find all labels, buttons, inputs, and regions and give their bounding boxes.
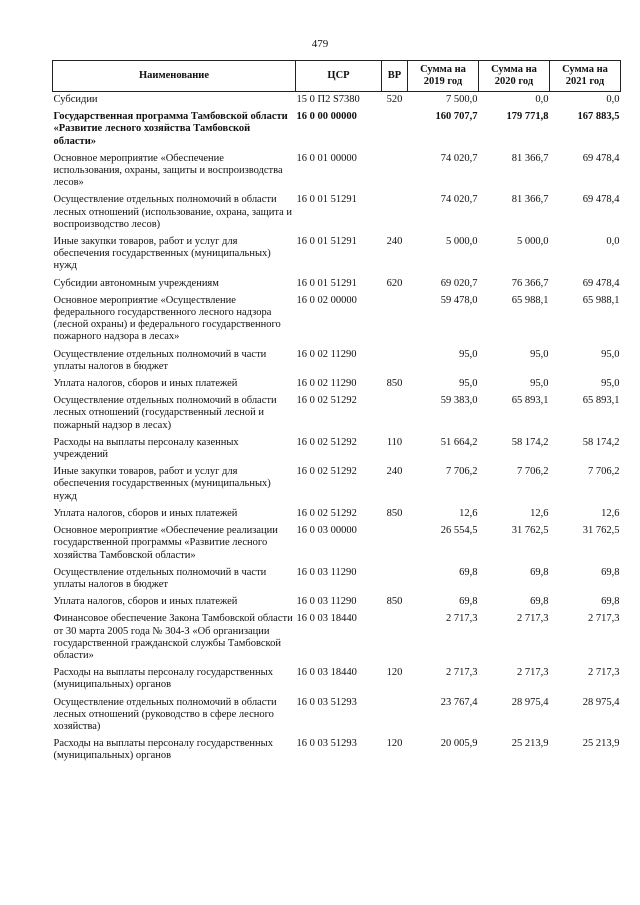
cell-2019: 51 664,2 bbox=[440, 436, 478, 448]
cell-2020: 0,0 bbox=[535, 94, 549, 105]
table-row bbox=[53, 736, 621, 765]
cell-name: Осуществление отдельных полномочий в области лесных отношений (руководство в сфере лесного хозяйства) bbox=[53, 696, 277, 732]
cell-2019: 59 478,0 bbox=[440, 294, 478, 306]
budget-table bbox=[52, 60, 621, 766]
cell-2020: 81 366,7 bbox=[511, 194, 549, 206]
cell-name: Субсидии bbox=[53, 94, 98, 105]
cell-2019: 7 706,2 bbox=[446, 466, 478, 478]
cell-csr: 16 0 03 00000 bbox=[296, 525, 357, 537]
cell-2021: 2 717,3 bbox=[588, 667, 620, 679]
cell-2021: 31 762,5 bbox=[582, 525, 620, 537]
cell-2019: 74 020,7 bbox=[440, 152, 478, 164]
table-header-row bbox=[53, 61, 621, 92]
cell-vr: 850 bbox=[386, 378, 403, 390]
cell-name: Государственная программа Тамбовской области «Развитие лесного хозяйства Тамбовской области» bbox=[53, 111, 288, 147]
cell-csr: 16 0 00 00000 bbox=[296, 111, 357, 123]
cell-2019: 95,0 bbox=[459, 348, 478, 360]
table-row bbox=[53, 192, 621, 234]
cell-2020: 7 706,2 bbox=[517, 466, 549, 478]
cell-name: Уплата налогов, сборов и иных платежей bbox=[53, 507, 238, 519]
cell-2020: 69,8 bbox=[530, 566, 549, 578]
table-row bbox=[53, 594, 621, 611]
cell-2020: 69,8 bbox=[530, 596, 549, 608]
cell-2019: 23 767,4 bbox=[440, 696, 478, 708]
cell-2020: 65 988,1 bbox=[511, 294, 549, 306]
cell-2020: 25 213,9 bbox=[511, 738, 549, 750]
table-row bbox=[53, 293, 621, 347]
cell-name: Субсидии автономным учреждениям bbox=[53, 277, 219, 289]
table-row bbox=[53, 464, 621, 506]
cell-name: Осуществление отдельных полномочий в части уплаты налогов в бюджет bbox=[53, 348, 267, 372]
cell-csr: 16 0 03 11290 bbox=[296, 566, 357, 578]
table-body bbox=[53, 92, 621, 766]
table-row bbox=[53, 151, 621, 193]
cell-2021: 65 893,1 bbox=[582, 395, 620, 407]
cell-vr bbox=[382, 192, 408, 234]
cell-vr bbox=[382, 347, 408, 376]
table-row bbox=[53, 234, 621, 276]
cell-2021: 69,8 bbox=[601, 566, 620, 578]
table-row bbox=[53, 376, 621, 393]
cell-2020: 31 762,5 bbox=[511, 525, 549, 537]
cell-csr: 16 0 01 51291 bbox=[296, 236, 357, 248]
cell-2019: 20 005,9 bbox=[440, 738, 478, 750]
cell-vr bbox=[382, 293, 408, 347]
cell-2021: 167 883,5 bbox=[577, 111, 620, 123]
cell-2021: 69 478,4 bbox=[582, 277, 620, 289]
header-vr: ВР bbox=[382, 61, 408, 92]
cell-vr: 850 bbox=[386, 507, 403, 519]
cell-2019: 69,8 bbox=[459, 566, 478, 578]
cell-vr bbox=[382, 523, 408, 565]
cell-vr: 240 bbox=[386, 466, 403, 478]
cell-2019: 26 554,5 bbox=[440, 525, 478, 537]
cell-2019: 7 500,0 bbox=[446, 94, 478, 105]
cell-csr: 16 0 02 51292 bbox=[296, 466, 357, 478]
cell-csr: 16 0 02 00000 bbox=[296, 294, 357, 306]
cell-2021: 69 478,4 bbox=[582, 152, 620, 164]
cell-vr: 620 bbox=[386, 277, 403, 289]
cell-2019: 5 000,0 bbox=[446, 236, 478, 248]
cell-name: Осуществление отдельных полномочий в области лесных отношений (использование, охрана, защита и воспроизводство лесов) bbox=[53, 194, 292, 230]
cell-2020: 2 717,3 bbox=[517, 667, 549, 679]
cell-name: Осуществление отдельных полномочий в части уплаты налогов в бюджет bbox=[53, 566, 267, 590]
cell-name: Расходы на выплаты персоналу казенных учреждений bbox=[53, 436, 239, 461]
cell-2021: 95,0 bbox=[601, 348, 620, 360]
cell-csr: 16 0 03 18440 bbox=[296, 613, 357, 625]
cell-2020: 76 366,7 bbox=[511, 277, 549, 289]
cell-name: Расходы на выплаты персоналу государственных (муниципальных) органов bbox=[53, 738, 273, 762]
cell-2020: 65 893,1 bbox=[511, 395, 549, 407]
cell-name: Расходы на выплаты персоналу государственных (муниципальных) органов bbox=[53, 667, 273, 691]
cell-csr: 16 0 02 51292 bbox=[296, 507, 357, 519]
cell-vr: 120 bbox=[386, 738, 403, 750]
cell-csr: 16 0 01 00000 bbox=[296, 152, 357, 164]
cell-2019: 2 717,3 bbox=[446, 667, 478, 679]
header-2020: Сумма на 2020 год bbox=[479, 61, 550, 92]
cell-name: Осуществление отдельных полномочий в области лесных отношений (государственный лесной и пожарный надзор в лесах) bbox=[53, 395, 277, 431]
cell-name: Уплата налогов, сборов и иных платежей bbox=[53, 378, 238, 390]
cell-vr: 520 bbox=[386, 94, 403, 105]
cell-2020: 81 366,7 bbox=[511, 152, 549, 164]
cell-2021: 69,8 bbox=[601, 596, 620, 608]
cell-2021: 25 213,9 bbox=[582, 738, 620, 750]
cell-2020: 95,0 bbox=[530, 378, 549, 390]
cell-vr: 110 bbox=[386, 436, 403, 448]
cell-2021: 69 478,4 bbox=[582, 194, 620, 206]
table-row bbox=[53, 435, 621, 464]
cell-vr bbox=[382, 109, 408, 151]
cell-2020: 179 771,8 bbox=[506, 111, 549, 123]
table-row bbox=[53, 92, 621, 110]
cell-vr bbox=[382, 695, 408, 737]
table-row bbox=[53, 565, 621, 594]
cell-2020: 58 174,2 bbox=[511, 436, 549, 448]
cell-name: Финансовое обеспечение Закона Тамбовской области от 30 марта 2005 года № 304-З «Об организации государственной гражданской службы Тамбовской области» bbox=[53, 613, 293, 661]
table-row bbox=[53, 695, 621, 737]
cell-csr: 16 0 02 11290 bbox=[296, 378, 357, 390]
cell-name: Основное мероприятие «Осуществление федерального государственного лесного надзора (лесной охраны) и федерального государственного пожарного надзора в лесах» bbox=[53, 294, 281, 343]
cell-vr: 240 bbox=[386, 236, 403, 248]
cell-2019: 74 020,7 bbox=[440, 194, 478, 206]
cell-2020: 12,6 bbox=[530, 507, 549, 519]
cell-csr: 16 0 02 51292 bbox=[296, 436, 357, 448]
cell-2019: 59 383,0 bbox=[440, 395, 478, 407]
header-csr: ЦСР bbox=[296, 61, 382, 92]
cell-csr: 15 0 П2 S7380 bbox=[296, 94, 360, 105]
cell-2019: 160 707,7 bbox=[435, 111, 478, 123]
cell-name: Основное мероприятие «Обеспечение использования, охраны, защиты и воспроизводства лесов» bbox=[53, 152, 283, 189]
cell-2019: 2 717,3 bbox=[446, 613, 478, 625]
cell-vr: 850 bbox=[386, 596, 403, 608]
cell-csr: 16 0 03 51293 bbox=[296, 696, 357, 708]
cell-csr: 16 0 02 11290 bbox=[296, 348, 357, 360]
cell-csr: 16 0 02 51292 bbox=[296, 395, 357, 407]
cell-2021: 95,0 bbox=[601, 378, 620, 390]
cell-csr: 16 0 01 51291 bbox=[296, 277, 357, 289]
table-row bbox=[53, 347, 621, 376]
table-row bbox=[53, 276, 621, 293]
cell-vr bbox=[382, 393, 408, 435]
cell-2021: 0,0 bbox=[606, 236, 620, 248]
cell-csr: 16 0 03 51293 bbox=[296, 738, 357, 750]
cell-name: Основное мероприятие «Обеспечение реализации государственной программы «Развитие лесного хозяйства Тамбовской области» bbox=[53, 525, 278, 561]
cell-2021: 28 975,4 bbox=[582, 696, 620, 708]
cell-2020: 2 717,3 bbox=[517, 613, 549, 625]
cell-2021: 2 717,3 bbox=[588, 613, 620, 625]
cell-csr: 16 0 01 51291 bbox=[296, 194, 357, 206]
table-row bbox=[53, 393, 621, 435]
cell-2020: 5 000,0 bbox=[517, 236, 549, 248]
table-row bbox=[53, 109, 621, 151]
cell-2021: 7 706,2 bbox=[588, 466, 620, 478]
cell-2020: 28 975,4 bbox=[511, 696, 549, 708]
cell-vr: 120 bbox=[386, 667, 403, 679]
cell-vr bbox=[382, 611, 408, 665]
cell-2019: 12,6 bbox=[459, 507, 478, 519]
cell-2021: 58 174,2 bbox=[582, 436, 620, 448]
cell-2021: 12,6 bbox=[601, 507, 620, 519]
cell-csr: 16 0 03 18440 bbox=[296, 667, 357, 679]
header-2021: Сумма на 2021 год bbox=[550, 61, 621, 92]
page-number: 479 bbox=[311, 38, 329, 50]
header-2019: Сумма на 2019 год bbox=[408, 61, 479, 92]
cell-name: Иные закупки товаров, работ и услуг для обеспечения государственных (муниципальных) нужд bbox=[53, 236, 271, 272]
cell-2019: 95,0 bbox=[459, 378, 478, 390]
table-row bbox=[53, 665, 621, 694]
cell-2021: 65 988,1 bbox=[582, 294, 620, 306]
cell-2019: 69 020,7 bbox=[440, 277, 478, 289]
cell-name: Уплата налогов, сборов и иных платежей bbox=[53, 596, 238, 608]
cell-vr bbox=[382, 151, 408, 193]
table-row bbox=[53, 611, 621, 665]
cell-csr: 16 0 03 11290 bbox=[296, 596, 357, 608]
cell-2021: 0,0 bbox=[606, 94, 620, 105]
cell-vr bbox=[382, 565, 408, 594]
table-row bbox=[53, 523, 621, 565]
cell-2019: 69,8 bbox=[459, 596, 478, 608]
cell-name: Иные закупки товаров, работ и услуг для обеспечения государственных (муниципальных) нужд bbox=[53, 466, 271, 502]
cell-2020: 95,0 bbox=[530, 348, 549, 360]
table-row bbox=[53, 506, 621, 523]
header-name: Наименование bbox=[53, 61, 296, 92]
